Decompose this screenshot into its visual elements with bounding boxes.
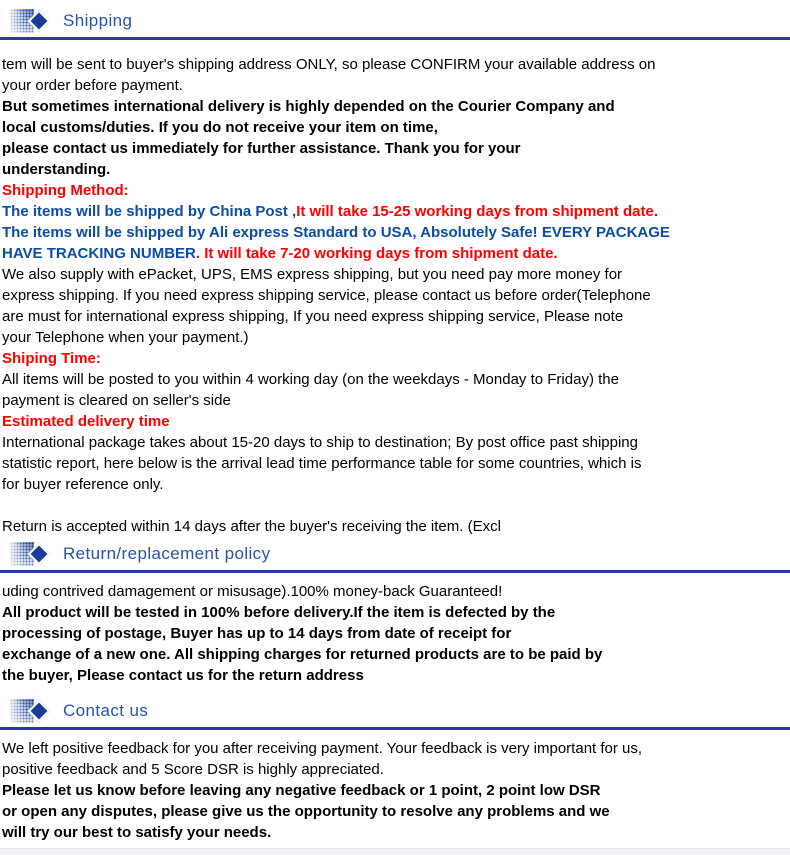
text-segment: payment is cleared on seller's side	[2, 392, 231, 409]
text-line	[2, 495, 786, 516]
text-line	[2, 390, 786, 411]
text-segment: statistic report, here below is the arrival lead time performance table for some countries, which is	[2, 455, 642, 472]
text-line	[2, 264, 786, 285]
text-line	[2, 623, 786, 644]
text-segment: Please let us know before leaving any negative feedback or 1 point, 2 point low DSR	[2, 782, 601, 799]
text-segment: All product will be tested in 100% before delivery.If the item is defected by the	[2, 604, 556, 621]
diamond-halftone-icon	[10, 8, 50, 34]
text-line	[2, 54, 786, 75]
text-line	[2, 801, 786, 822]
section-title: Return/replacement policy	[63, 544, 271, 563]
contact-us-section-body	[0, 738, 790, 843]
text-segment: The items will be shipped by Ali express Standard to USA, Absolutely Safe! EVERY PACKAGE	[2, 224, 670, 241]
contact-us-section	[0, 698, 790, 843]
text-segment: tem will be sent to buyer's shipping address ONLY, so please CONFIRM your available address on	[2, 56, 656, 73]
shipping-section	[0, 8, 790, 537]
text-segment: the buyer, Please contact us for the return address	[2, 667, 364, 684]
text-segment: will try our best to satisfy your needs.	[2, 824, 272, 841]
text-line	[2, 306, 786, 327]
text-segment: We also supply with ePacket, UPS, EMS express shipping, but you need pay more money for	[2, 266, 623, 283]
text-line	[2, 432, 786, 453]
return-policy-section	[0, 541, 790, 686]
text-line	[2, 369, 786, 390]
text-line	[2, 738, 786, 759]
text-line	[2, 516, 786, 537]
text-line	[2, 348, 786, 369]
text-segment: uding contrived damagement or misusage).100% money-back Guaranteed!	[2, 583, 503, 600]
text-segment: But sometimes international delivery is highly depended on the Courier Company and	[2, 98, 615, 115]
text-line	[2, 180, 786, 201]
text-segment: express shipping. If you need express shipping service, please contact us before order(Telephone	[2, 287, 651, 304]
text-segment: exchange of a new one. All shipping charges for returned products are to be paid by	[2, 646, 603, 663]
diamond-halftone-icon	[10, 541, 50, 567]
text-segment: understanding.	[2, 161, 111, 178]
text-line	[2, 780, 786, 801]
text-segment: processing of postage, Buyer has up to 14 days from date of receipt for	[2, 625, 512, 642]
text-line	[2, 602, 786, 623]
section-divider-rule	[0, 727, 790, 730]
section-divider-rule	[0, 570, 790, 573]
text-segment: are must for international express shipping, If you need express shipping service, Please note	[2, 308, 624, 325]
text-line	[2, 759, 786, 780]
text-line	[2, 96, 786, 117]
diamond-halftone-icon	[10, 698, 50, 724]
shipping-section-header	[0, 8, 790, 34]
text-line	[2, 581, 786, 602]
text-segment: for buyer reference only.	[2, 476, 164, 493]
section-title: Contact us	[63, 701, 149, 720]
text-segment: Shipping Method:	[2, 182, 129, 199]
text-segment: Return is accepted within 14 days after the buyer's receiving the item. (Excl	[2, 518, 501, 535]
section-title: Shipping	[63, 11, 133, 30]
text-line	[2, 159, 786, 180]
text-line	[2, 644, 786, 665]
shipping-section-body	[0, 54, 790, 537]
text-segment: your order before payment.	[2, 77, 183, 94]
text-line	[2, 201, 786, 222]
text-segment: your Telephone when your payment.)	[2, 329, 249, 346]
next-section-edge-bar	[0, 848, 790, 855]
text-segment: Shiping Time:	[2, 350, 101, 367]
text-segment: We left positive feedback for you after receiving payment. Your feedback is very important for us,	[2, 740, 643, 757]
text-line	[2, 453, 786, 474]
text-line	[2, 75, 786, 96]
text-segment: HAVE TRACKING NUMBER	[2, 245, 196, 262]
section-divider-rule	[0, 37, 790, 40]
text-line	[2, 411, 786, 432]
text-segment: The items will be shipped by China Post ,	[2, 203, 297, 220]
text-line	[2, 327, 786, 348]
text-line	[2, 138, 786, 159]
text-line	[2, 665, 786, 686]
text-segment: Estimated delivery time	[2, 413, 170, 430]
text-segment: International package takes about 15-20 days to ship to destination; By post office past shipping	[2, 434, 638, 451]
text-segment: positive feedback and 5 Score DSR is highly appreciated.	[2, 761, 384, 778]
text-segment: local customs/duties. If you do not receive your item on time,	[2, 119, 438, 136]
text-line	[2, 243, 786, 264]
contact-us-section-header	[0, 698, 790, 724]
return-policy-section-header	[0, 541, 790, 567]
text-segment: All items will be posted to you within 4 working day (on the weekdays - Monday to Friday) the	[2, 371, 619, 388]
text-line	[2, 117, 786, 138]
text-line	[2, 474, 786, 495]
text-line	[2, 822, 786, 843]
text-line	[2, 285, 786, 306]
text-segment: It will take 15-25 working days from shipment date.	[296, 203, 658, 220]
text-segment: or open any disputes, please give us the opportunity to resolve any problems and we	[2, 803, 610, 820]
text-segment: please contact us immediately for further assistance. Thank you for your	[2, 140, 521, 157]
text-segment: . It will take 7-20 working days from shipment date.	[195, 245, 558, 262]
text-line	[2, 222, 786, 243]
return-policy-section-body	[0, 581, 790, 686]
